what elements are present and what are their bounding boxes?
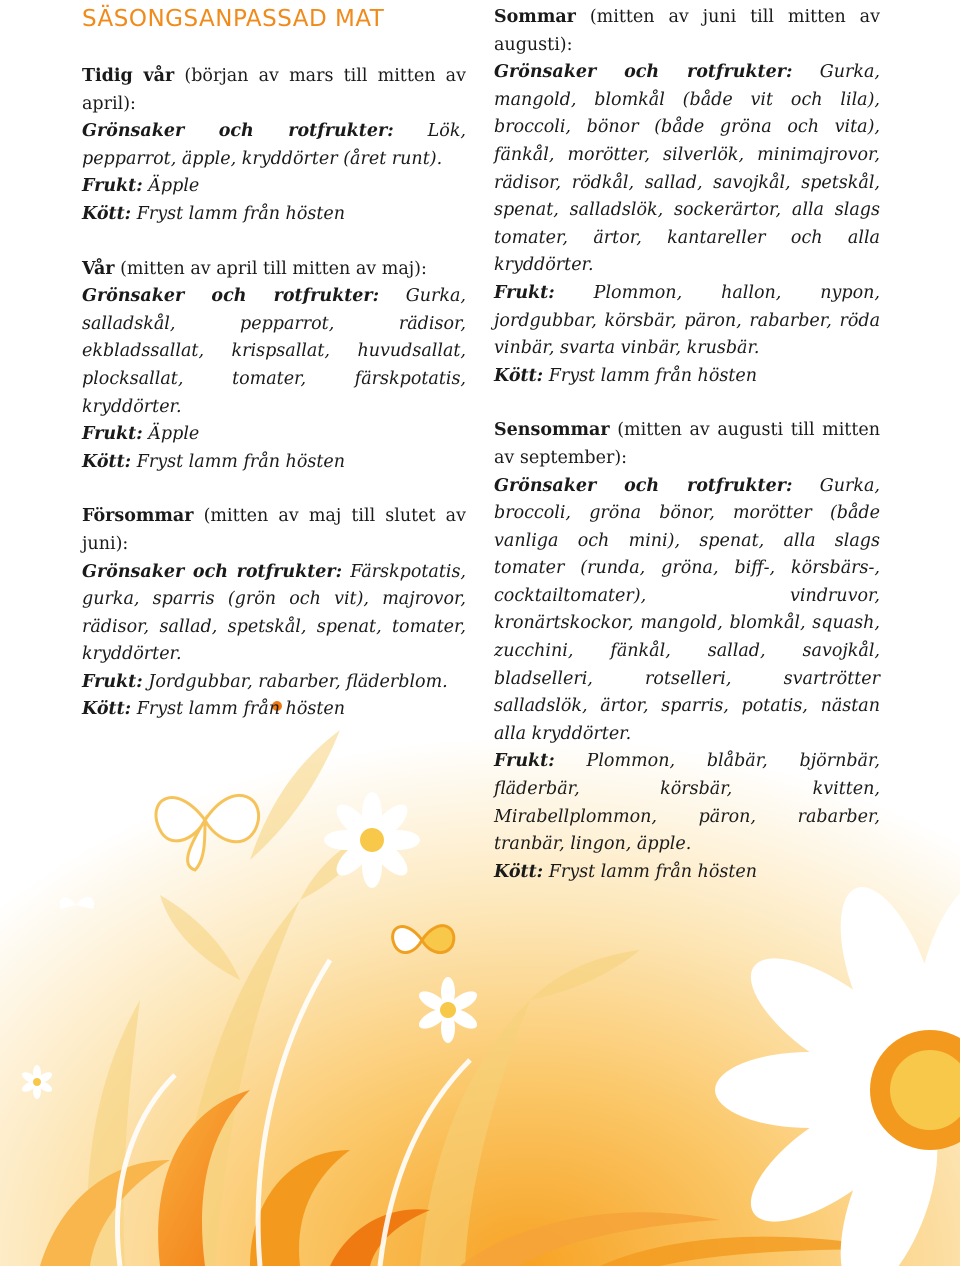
flower-icon <box>324 792 420 888</box>
season-name: Sommar <box>494 7 576 27</box>
season-range: (mitten av april till mitten av maj): <box>114 258 427 279</box>
vegetables-line <box>82 118 466 173</box>
fruit-list: Plommon, blåbär, björnbär, fläderbär, körsbär, kvitten, Mirabellplommon, päron, rabarber, tranbär, lingon, äpple. <box>494 751 880 855</box>
season-section-spring <box>82 256 466 477</box>
meat-label: Kött: <box>494 861 544 882</box>
season-name: Tidig vår <box>82 66 175 86</box>
meat-label: Kött: <box>82 451 132 472</box>
meat-line <box>82 201 466 229</box>
season-heading <box>82 63 466 118</box>
vegetables-label: Grönsaker och rotfrukter: <box>494 475 793 496</box>
meat-value: Fryst lamm från hösten <box>543 861 757 882</box>
meat-line <box>494 859 880 887</box>
fruit-line <box>82 173 466 201</box>
vegetables-label: Grönsaker och rotfrukter: <box>82 561 343 582</box>
season-name: Försommar <box>82 506 194 527</box>
season-heading <box>82 503 466 558</box>
meat-value: Fryst lamm från hösten <box>543 365 757 386</box>
left-column <box>82 0 466 751</box>
season-heading <box>494 417 880 472</box>
vegetables-label: Grönsaker och rotfrukter: <box>82 286 380 307</box>
page-title: SÄSONGSANPASSAD MAT <box>82 6 385 32</box>
fruit-list: Plommon, hallon, nypon, jordgubbar, körsbär, päron, rabarber, röda vinbär, svarta vinbär, krusbär. <box>494 282 880 359</box>
season-heading <box>82 256 466 284</box>
vegetables-line <box>494 59 880 280</box>
vegetables-list: Gurka, broccoli, gröna bönor, morötter (både vanliga och mini), spenat, alla slags tomater (runda, gröna, biff-, körsbärs-, cocktailtomater), vindruvor, kronärtskockor, mangold, blomkål, squash, zucchini, fänkål, sallad, savojkål, bladselleri, rotselleri, svartrötter salladslök, ärtor, sparris, potatis, nästan alla kryddörter. <box>494 475 880 744</box>
right-column <box>494 0 880 913</box>
fruit-line <box>494 280 880 363</box>
season-section-summer <box>494 4 880 390</box>
season-range: (mitten av maj till slutet av juni): <box>82 506 466 554</box>
vegetables-list: Gurka, salladskål, pepparrot, rädisor, ekbladssallat, krispsallat, huvudsallat, plocksallat, tomater, färskpotatis, kryddörter. <box>82 286 466 417</box>
fruit-list: Jordgubbar, rabarber, fläderblom. <box>142 671 448 692</box>
fruit-label: Frukt: <box>82 176 143 197</box>
fruit-label: Frukt: <box>494 751 555 772</box>
season-range: (början av mars till mitten av april): <box>82 66 466 114</box>
season-name: Sensommar <box>494 420 610 441</box>
fruit-line <box>494 748 880 858</box>
fruit-label: Frukt: <box>494 282 555 303</box>
vegetables-list: Lök, pepparrot, äpple, kryddörter (året runt). <box>82 121 466 169</box>
meat-value: Fryst lamm från hösten <box>131 451 345 472</box>
vegetables-label: Grönsaker och rotfrukter: <box>494 62 793 83</box>
fruit-label: Frukt: <box>82 671 143 692</box>
vegetables-line <box>494 473 880 749</box>
vegetables-list: Färskpotatis, gurka, sparris (grön och vit), majrovor, rädisor, sallad, spetskål, spenat, tomater, kryddörter. <box>82 561 466 665</box>
meat-value: Fryst lamm från hösten <box>131 699 345 720</box>
season-range: (mitten av juni till mitten av augusti): <box>494 7 880 55</box>
meat-value: Fryst lamm från hösten <box>131 203 345 224</box>
meat-label: Kött: <box>82 203 132 224</box>
meat-line <box>82 449 466 477</box>
season-section-early-spring <box>82 63 466 229</box>
vegetables-line <box>82 283 466 421</box>
season-section-early-summer <box>82 503 466 724</box>
fruit-list: Äpple <box>142 176 200 197</box>
meat-line <box>82 696 466 724</box>
season-heading <box>494 4 880 59</box>
meat-line <box>494 363 880 391</box>
vegetables-list: Gurka, mangold, blomkål (både vit och lila), broccoli, bönor (både gröna och vita), fänkål, morötter, silverlök, minimajrovor, rädisor, rödkål, sallad, savojkål, spetskål, spenat, salladslök, sockerärtor, alla slags tomater, ärtor, kantareller och alla kryddörter. <box>494 62 880 276</box>
fruit-label: Frukt: <box>82 424 143 445</box>
meat-label: Kött: <box>82 699 132 720</box>
fruit-line <box>82 669 466 697</box>
vegetables-label: Grönsaker och rotfrukter: <box>82 121 394 142</box>
fruit-line <box>82 421 466 449</box>
vegetables-line <box>82 559 466 669</box>
season-section-late-summer <box>494 417 880 886</box>
season-range: (mitten av augusti till mitten av september): <box>494 420 880 468</box>
fruit-list: Äpple <box>142 424 200 445</box>
meat-label: Kött: <box>494 365 544 386</box>
season-name: Vår <box>82 258 115 279</box>
